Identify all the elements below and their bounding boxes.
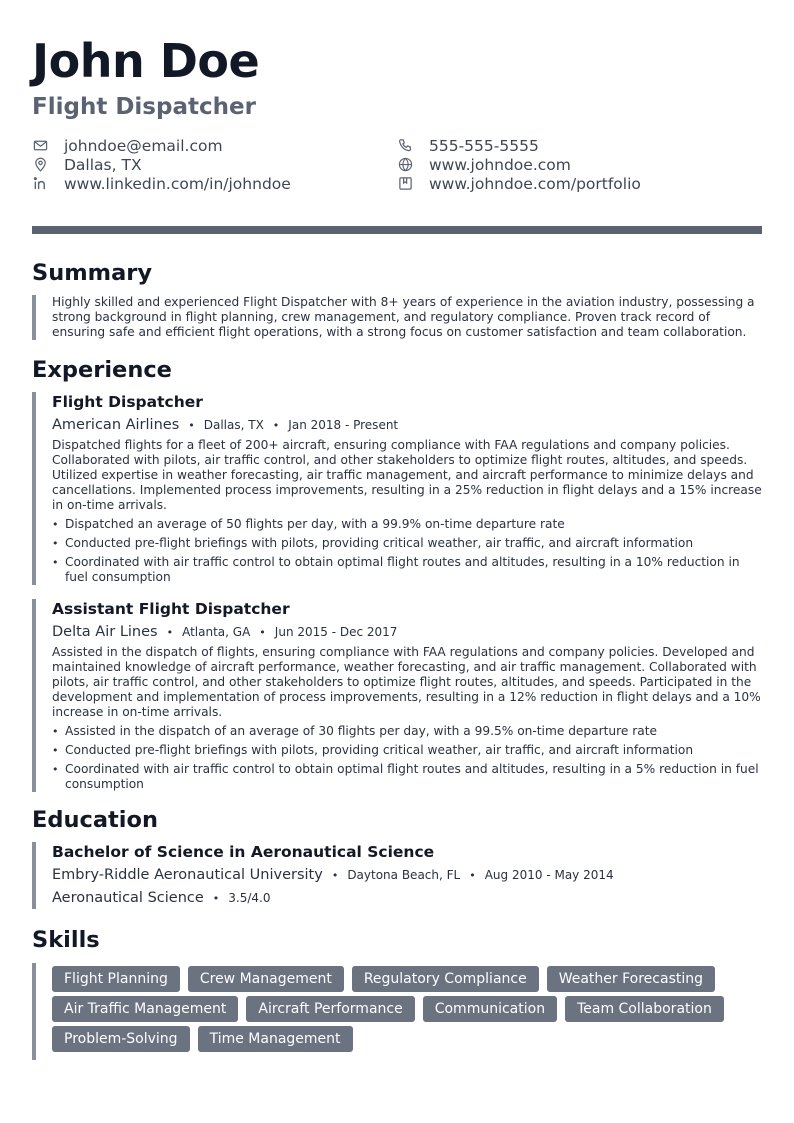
skill-tag: Time Management: [198, 1026, 353, 1052]
job-bullet: • Coordinated with air traffic control to obtain optimal flight routes and altitudes, resulting in a 5% reduction in fuel consumption: [52, 762, 762, 792]
experience-heading: Experience: [32, 357, 172, 383]
contact-column-left: [32, 136, 397, 193]
contact-info: [32, 136, 762, 193]
job-company: American Airlines: [52, 417, 180, 433]
job-bullets: [52, 724, 762, 792]
separator-dot: •: [188, 419, 195, 432]
edu-school: Embry-Riddle Aeronautical University: [52, 867, 323, 883]
summary-text: Highly skilled and experienced Flight Dispatcher with 8+ years of experience in the aviation industry, possessing a strong background in flight planning, crew management, and regulatory compliance. Proven track record of ensuring safe and efficient flight operations, with a strong focus on customer satisfaction and team collaboration.: [52, 295, 755, 339]
skills-list: [32, 963, 762, 1060]
phone-text[interactable]: 555-555-5555: [429, 136, 539, 155]
summary-section: [32, 295, 762, 340]
job-bullet: • Conducted pre-flight briefings with pilots, providing critical weather, air traffic, and aircraft information: [52, 536, 762, 551]
job-description: Dispatched flights for a fleet of 200+ aircraft, ensuring compliance with FAA regulations and company policies. Collaborated with pilots, air traffic control, and other stakeholders to optimize flight routes, altitudes, and speeds. Utilized expertise in weather forecasting, air traffic management, and aircraft performance to minimize delays and cancellations. Implemented process improvements, resulting in a 25% reduction in flight delays and a 15% increase in on-time arrivals.: [52, 438, 762, 512]
edu-meta: [52, 865, 762, 886]
job-company: Delta Air Lines: [52, 624, 158, 640]
education-heading: Education: [32, 807, 158, 833]
skill-tag: Flight Planning: [52, 966, 180, 992]
contact-location: [32, 155, 397, 174]
skill-tag: Regulatory Compliance: [352, 966, 539, 992]
job-meta: [52, 415, 762, 436]
phone-icon: [397, 138, 413, 154]
portfolio-text[interactable]: www.johndoe.com/portfolio: [429, 174, 641, 193]
job-role: Flight Dispatcher: [52, 393, 203, 411]
job-bullet: • Coordinated with air traffic control to obtain optimal flight routes and altitudes, resulting in a 10% reduction in fuel consumption: [52, 555, 762, 585]
candidate-name: John Doe: [32, 34, 260, 88]
separator-dot: •: [166, 626, 174, 639]
separator-dot: •: [469, 869, 476, 882]
summary-heading: Summary: [32, 260, 153, 286]
job-meta: [52, 622, 762, 643]
edu-dates: Aug 2010 - May 2014: [484, 868, 614, 882]
job-entry: [32, 392, 762, 585]
email-icon: [32, 138, 48, 154]
contact-column-right: [397, 136, 762, 193]
job-role: Assistant Flight Dispatcher: [52, 600, 290, 618]
header-divider: [32, 226, 762, 234]
job-location: Atlanta, GA: [182, 625, 251, 639]
job-bullets: [52, 517, 762, 585]
contact-website[interactable]: [397, 155, 762, 174]
location-text: Dallas, TX: [64, 155, 142, 174]
separator-dot: •: [331, 869, 339, 882]
skill-tag: Aircraft Performance: [246, 996, 414, 1022]
edu-gpa: 3.5/4.0: [228, 891, 271, 905]
job-location: Dallas, TX: [203, 418, 264, 432]
contact-linkedin[interactable]: [32, 174, 397, 193]
edu-major: Aeronautical Science: [52, 890, 204, 906]
skill-tag: Team Collaboration: [565, 996, 724, 1022]
location-icon: [32, 157, 48, 173]
portfolio-icon: [397, 176, 413, 192]
job-bullet: • Conducted pre-flight briefings with pilots, providing critical weather, air traffic, and aircraft information: [52, 743, 762, 758]
contact-email[interactable]: [32, 136, 397, 155]
contact-phone[interactable]: [397, 136, 762, 155]
job-bullet: • Assisted in the dispatch of an average of 30 flights per day, with a 99.5% on-time departure rate: [52, 724, 762, 739]
contact-portfolio[interactable]: [397, 174, 762, 193]
skills-heading: Skills: [32, 927, 100, 953]
skill-tag: Crew Management: [188, 966, 344, 992]
skill-tag: Problem-Solving: [52, 1026, 190, 1052]
education-entry: [32, 842, 762, 909]
edu-major-line: [52, 888, 762, 909]
edu-degree: Bachelor of Science in Aeronautical Science: [52, 843, 435, 861]
job-bullet: • Dispatched an average of 50 flights per day, with a 99.9% on-time departure rate: [52, 517, 762, 532]
skill-tag: Weather Forecasting: [547, 966, 715, 992]
linkedin-icon: [32, 176, 48, 192]
job-title: Flight Dispatcher: [32, 94, 256, 120]
skill-tag: Communication: [423, 996, 557, 1022]
skill-tag: Air Traffic Management: [52, 996, 238, 1022]
job-entry: [32, 599, 762, 792]
job-dates: Jan 2018 - Present: [288, 418, 399, 432]
separator-dot: •: [212, 892, 220, 905]
website-text[interactable]: www.johndoe.com: [429, 155, 571, 174]
job-description: Assisted in the dispatch of flights, ensuring compliance with FAA regulations and company policies. Developed and maintained knowledge of aircraft performance, weather forecasting, and air traffic management. Collaborated with pilots, air traffic control, and other stakeholders to optimize flight routes, altitudes, and speeds. Participated in the development and implementation of process improvements, resulting in a 12% reduction in flight delays and a 10% increase in on-time arrivals.: [52, 645, 761, 719]
separator-dot: •: [272, 419, 280, 432]
separator-dot: •: [259, 626, 266, 639]
job-dates: Jun 2015 - Dec 2017: [274, 625, 398, 639]
globe-icon: [397, 157, 413, 173]
edu-location: Daytona Beach, FL: [347, 868, 461, 882]
email-text[interactable]: johndoe@email.com: [64, 136, 223, 155]
linkedin-text[interactable]: www.linkedin.com/in/johndoe: [64, 174, 291, 193]
